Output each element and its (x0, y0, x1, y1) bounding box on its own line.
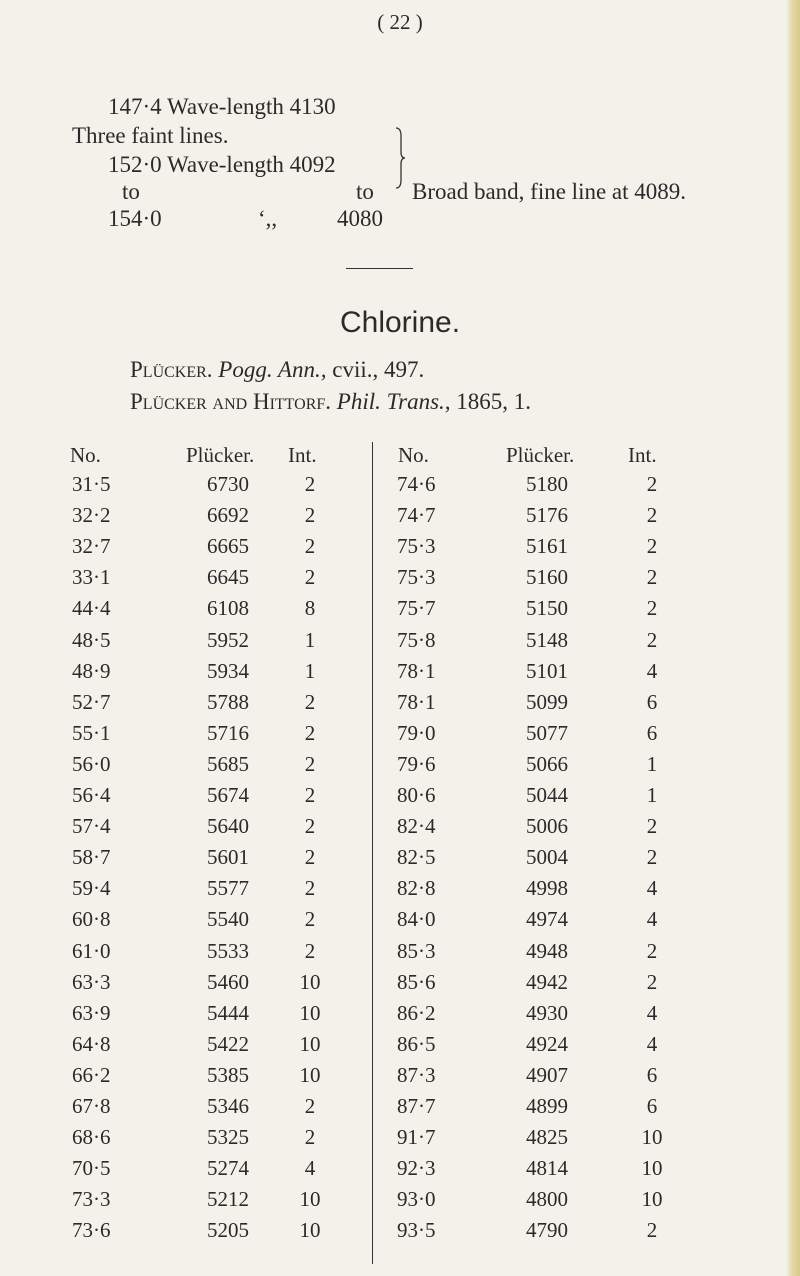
cell-left-plucker: 6692 (207, 503, 249, 528)
cell-right-int: 4 (646, 1031, 658, 1056)
wave-line-2: Three faint lines. (72, 123, 229, 148)
reference-1 (130, 357, 424, 383)
cell-right-int: 6 (646, 720, 658, 745)
cell-right-int: 2 (646, 1218, 658, 1243)
reference-2-rest: 1865, 1. (456, 389, 532, 414)
cell-right-no: 85·6 (397, 969, 436, 994)
cell-left-int: 2 (304, 814, 316, 839)
cell-right-plucker: 5044 (526, 783, 568, 807)
cell-left-no: 58·7 (72, 845, 111, 870)
cell-right-int: 2 (646, 534, 658, 559)
cell-right-no: 78·1 (397, 689, 436, 714)
cell-right-int: 2 (646, 845, 658, 870)
cell-right-no: 87·3 (397, 1062, 436, 1087)
reference-2-author: Plücker and Hittorf. (130, 389, 332, 414)
cell-left-no: 44·4 (72, 596, 111, 621)
reference-2 (130, 389, 531, 415)
cell-left-int: 10 (299, 1062, 321, 1087)
header-no-right: No. (398, 443, 429, 467)
section-title: Chlorine. (339, 306, 461, 339)
cell-left-no: 61·0 (72, 938, 111, 963)
cell-left-no: 67·8 (72, 1094, 111, 1118)
cell-right-int: 2 (646, 627, 658, 652)
cell-right-int: 6 (646, 1094, 658, 1118)
curly-brace-icon (395, 126, 405, 190)
wave-line-3: 152·0 Wave-length 4092 (108, 152, 336, 177)
cell-right-no: 87·7 (397, 1094, 436, 1118)
section-divider (346, 268, 413, 269)
cell-right-plucker: 5176 (526, 503, 568, 528)
cell-right-plucker: 5148 (526, 627, 568, 652)
cell-right-int: 10 (641, 1156, 663, 1181)
cell-right-plucker: 5161 (526, 534, 568, 559)
wave-line-5-end: 4080 (337, 206, 383, 231)
cell-left-no: 73·3 (72, 1187, 111, 1212)
cell-right-int: 1 (646, 783, 658, 807)
cell-right-no: 82·4 (397, 814, 436, 839)
cell-right-no: 75·7 (397, 596, 436, 621)
cell-right-plucker: 4790 (526, 1218, 568, 1243)
cell-right-no: 91·7 (397, 1125, 436, 1150)
cell-right-no: 75·8 (397, 627, 436, 652)
cell-left-plucker: 5533 (207, 938, 249, 963)
cell-left-int: 2 (304, 751, 316, 776)
cell-right-int: 1 (646, 751, 658, 776)
cell-right-no: 75·3 (397, 565, 436, 590)
cell-left-plucker: 5674 (207, 783, 249, 807)
cell-right-no: 93·5 (397, 1218, 436, 1243)
header-plucker-right: Plücker. (506, 443, 575, 467)
cell-left-int: 1 (304, 658, 316, 683)
cell-left-int: 1 (304, 627, 316, 652)
cell-right-no: 79·0 (397, 720, 436, 745)
header-plucker-left: Plücker. (186, 443, 255, 467)
cell-right-no: 74·6 (397, 472, 436, 496)
cell-right-plucker: 5180 (526, 472, 568, 496)
cell-right-int: 2 (646, 472, 658, 496)
cell-left-plucker: 5385 (207, 1062, 249, 1087)
wave-note: Broad band, fine line at 4089. (412, 179, 687, 204)
cell-right-plucker: 5150 (526, 596, 568, 621)
cell-right-plucker: 4974 (526, 907, 568, 932)
cell-left-no: 56·4 (72, 783, 111, 807)
cell-left-plucker: 6645 (207, 565, 249, 590)
column-divider (372, 442, 373, 1264)
cell-left-plucker: 5274 (207, 1156, 249, 1181)
cell-right-plucker: 4899 (526, 1094, 568, 1118)
cell-right-int: 6 (646, 689, 658, 714)
cell-right-plucker: 4998 (526, 876, 568, 901)
wave-line-1: 147·4 Wave-length 4130 (108, 94, 336, 119)
cell-left-int: 2 (304, 845, 316, 870)
cell-right-plucker: 4924 (526, 1031, 568, 1056)
cell-left-int: 2 (304, 783, 316, 807)
cell-left-int: 2 (304, 689, 316, 714)
cell-right-no: 80·6 (397, 783, 436, 807)
cell-left-int: 2 (304, 938, 316, 963)
header-int-right: Int. (628, 443, 657, 467)
cell-left-no: 68·6 (72, 1125, 111, 1150)
cell-right-no: 82·5 (397, 845, 436, 870)
cell-right-plucker: 5066 (526, 751, 568, 776)
cell-left-plucker: 5952 (207, 627, 249, 652)
cell-right-int: 2 (646, 969, 658, 994)
cell-left-no: 48·9 (72, 658, 111, 683)
cell-left-no: 56·0 (72, 751, 111, 776)
cell-right-int: 2 (646, 565, 658, 590)
cell-right-plucker: 4814 (526, 1156, 568, 1181)
cell-left-no: 73·6 (72, 1218, 111, 1243)
cell-right-int: 2 (646, 596, 658, 621)
cell-left-plucker: 5577 (207, 876, 249, 901)
cell-left-int: 2 (304, 503, 316, 528)
cell-left-plucker: 5685 (207, 751, 249, 776)
cell-right-plucker: 5101 (526, 658, 568, 683)
cell-left-no: 63·3 (72, 969, 111, 994)
cell-left-int: 2 (304, 565, 316, 590)
cell-left-no: 32·7 (72, 534, 111, 559)
cell-right-plucker: 5077 (526, 720, 568, 745)
wave-line-4-to-left: to (122, 179, 140, 204)
cell-right-plucker: 5006 (526, 814, 568, 839)
cell-right-plucker: 4948 (526, 938, 568, 963)
cell-left-int: 10 (299, 1218, 321, 1243)
cell-left-int: 10 (299, 1031, 321, 1056)
cell-right-no: 85·3 (397, 938, 436, 963)
cell-right-int: 4 (646, 876, 658, 901)
cell-left-no: 57·4 (72, 814, 111, 839)
cell-left-plucker: 6108 (207, 596, 249, 621)
cell-left-no: 63·9 (72, 1000, 111, 1025)
cell-left-plucker: 6665 (207, 534, 249, 559)
cell-right-int: 2 (646, 814, 658, 839)
cell-left-plucker: 5444 (207, 1000, 249, 1025)
cell-left-plucker: 5205 (207, 1218, 249, 1243)
cell-left-plucker: 5422 (207, 1031, 249, 1056)
cell-left-no: 66·2 (72, 1062, 111, 1087)
wave-line-4-to-right: to (356, 179, 374, 204)
cell-left-no: 31·5 (72, 472, 111, 496)
reference-1-journal: Pogg. Ann., (218, 357, 327, 382)
cell-left-int: 2 (304, 720, 316, 745)
cell-left-no: 64·8 (72, 1031, 111, 1056)
cell-right-int: 6 (646, 1062, 658, 1087)
cell-right-plucker: 4825 (526, 1125, 568, 1150)
cell-right-no: 92·3 (397, 1156, 436, 1181)
cell-right-int: 4 (646, 1000, 658, 1025)
header-int-left: Int. (288, 443, 317, 467)
cell-left-plucker: 5346 (207, 1094, 249, 1118)
cell-left-no: 52·7 (72, 689, 111, 714)
cell-right-no: 82·8 (397, 876, 436, 901)
cell-left-int: 2 (304, 1094, 316, 1118)
page-number: ( 22 ) (377, 10, 423, 34)
cell-right-plucker: 4942 (526, 969, 568, 994)
cell-right-plucker: 4800 (526, 1187, 568, 1212)
cell-left-plucker: 5716 (207, 720, 249, 745)
cell-left-int: 8 (304, 596, 316, 621)
cell-left-int: 4 (304, 1156, 316, 1181)
reference-1-author: Plücker. (130, 357, 213, 382)
cell-left-no: 33·1 (72, 565, 111, 590)
cell-right-plucker: 5160 (526, 565, 568, 590)
cell-right-no: 86·2 (397, 1000, 436, 1025)
cell-right-int: 4 (646, 907, 658, 932)
page-edge (786, 0, 800, 1276)
cell-left-int: 2 (304, 1125, 316, 1150)
cell-right-plucker: 5099 (526, 689, 568, 714)
cell-left-no: 32·2 (72, 503, 111, 528)
cell-left-int: 10 (299, 969, 321, 994)
cell-left-plucker: 5934 (207, 658, 249, 683)
cell-right-int: 4 (646, 658, 658, 683)
cell-left-int: 10 (299, 1000, 321, 1025)
cell-right-no: 74·7 (397, 503, 436, 528)
cell-right-no: 75·3 (397, 534, 436, 559)
cell-left-no: 70·5 (72, 1156, 111, 1181)
reference-2-journal: Phil. Trans., (336, 389, 451, 414)
cell-left-plucker: 5325 (207, 1125, 249, 1150)
cell-right-no: 78·1 (397, 658, 436, 683)
cell-right-no: 93·0 (397, 1187, 436, 1212)
cell-left-int: 2 (304, 907, 316, 932)
cell-left-int: 2 (304, 472, 316, 496)
cell-left-plucker: 5640 (207, 814, 249, 839)
wave-line-5-ditto: ‘,, (258, 206, 278, 231)
cell-right-no: 86·5 (397, 1031, 436, 1056)
cell-left-plucker: 6730 (207, 472, 249, 496)
reference-1-rest: cvii., 497. (332, 357, 425, 382)
cell-right-no: 84·0 (397, 907, 436, 932)
cell-left-plucker: 5601 (207, 845, 249, 870)
cell-right-int: 2 (646, 938, 658, 963)
cell-left-plucker: 5460 (207, 969, 249, 994)
cell-left-plucker: 5788 (207, 689, 249, 714)
cell-left-int: 2 (304, 534, 316, 559)
cell-left-plucker: 5540 (207, 907, 249, 932)
cell-left-plucker: 5212 (207, 1187, 249, 1212)
cell-right-int: 10 (641, 1187, 663, 1212)
cell-right-int: 10 (641, 1125, 663, 1150)
header-no-left: No. (70, 443, 101, 467)
cell-left-no: 48·5 (72, 627, 111, 652)
cell-left-no: 60·8 (72, 907, 111, 932)
cell-right-plucker: 5004 (526, 845, 568, 870)
cell-right-int: 2 (646, 503, 658, 528)
cell-left-no: 55·1 (72, 720, 111, 745)
cell-right-no: 79·6 (397, 751, 436, 776)
cell-left-int: 10 (299, 1187, 321, 1212)
cell-left-int: 2 (304, 876, 316, 901)
cell-right-plucker: 4930 (526, 1000, 568, 1025)
wave-line-5-start: 154·0 (108, 206, 162, 231)
cell-left-no: 59·4 (72, 876, 111, 901)
cell-right-plucker: 4907 (526, 1062, 568, 1087)
